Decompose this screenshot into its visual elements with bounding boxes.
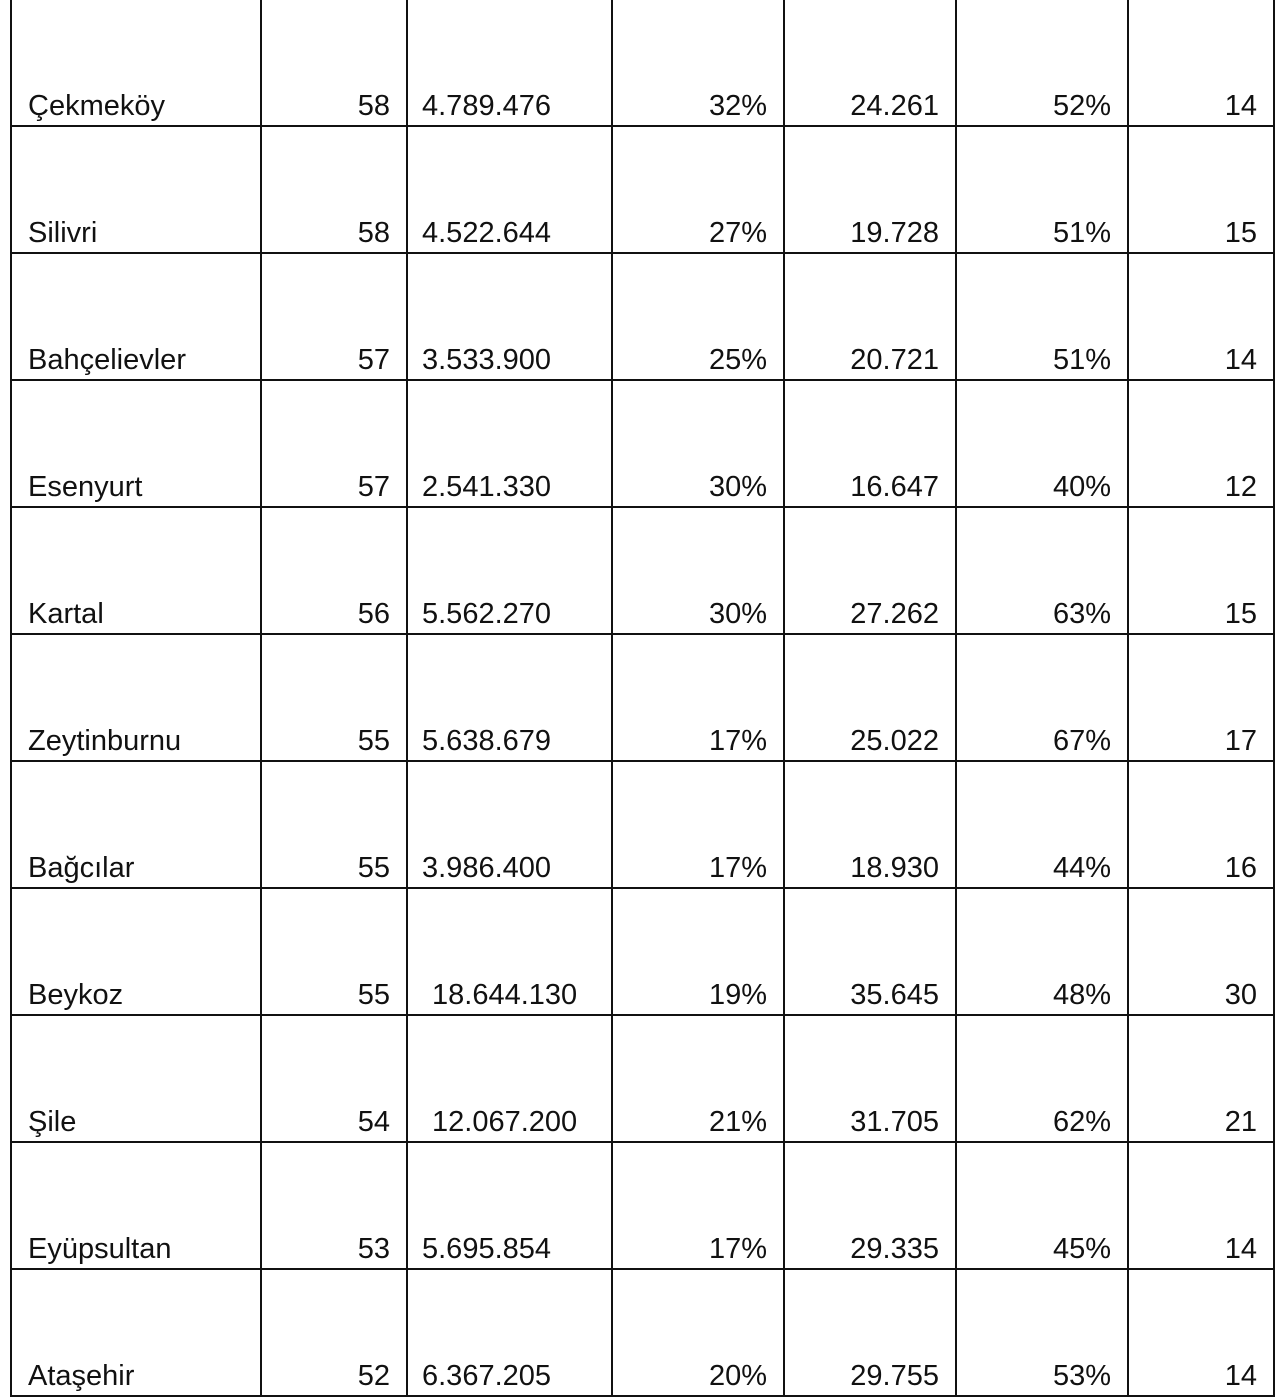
- table-body: [11, 0, 1274, 1396]
- table-row: [11, 1142, 1274, 1269]
- score-cell: 57: [261, 253, 407, 380]
- count-cell: 14: [1128, 0, 1274, 126]
- amount-cell: 3.533.900: [407, 253, 612, 380]
- district-name-cell: Eyüpsultan: [11, 1142, 261, 1269]
- amount-cell: 3.986.400: [407, 761, 612, 888]
- score-cell: 54: [261, 1015, 407, 1142]
- value-cell: 25.022: [784, 634, 956, 761]
- score-cell: 53: [261, 1142, 407, 1269]
- value-cell: 20.721: [784, 253, 956, 380]
- amount-cell: 6.367.205: [407, 1269, 612, 1396]
- value-cell: 19.728: [784, 126, 956, 253]
- district-name-cell: Ataşehir: [11, 1269, 261, 1396]
- district-name-cell: Çekmeköy: [11, 0, 261, 126]
- percent-cell: 20%: [612, 1269, 784, 1396]
- district-name-cell: Esenyurt: [11, 380, 261, 507]
- count-cell: 16: [1128, 761, 1274, 888]
- amount-cell: 5.695.854: [407, 1142, 612, 1269]
- district-data-table: [10, 0, 1275, 1397]
- count-cell: 21: [1128, 1015, 1274, 1142]
- score-cell: 58: [261, 0, 407, 126]
- ratio-cell: 45%: [956, 1142, 1128, 1269]
- score-cell: 55: [261, 634, 407, 761]
- ratio-cell: 40%: [956, 380, 1128, 507]
- amount-cell: 4.522.644: [407, 126, 612, 253]
- percent-cell: 30%: [612, 380, 784, 507]
- count-cell: 15: [1128, 126, 1274, 253]
- table-row: [11, 1015, 1274, 1142]
- ratio-cell: 67%: [956, 634, 1128, 761]
- table-row: [11, 888, 1274, 1015]
- value-cell: 29.755: [784, 1269, 956, 1396]
- ratio-cell: 48%: [956, 888, 1128, 1015]
- count-cell: 17: [1128, 634, 1274, 761]
- table-row: [11, 507, 1274, 634]
- value-cell: 31.705: [784, 1015, 956, 1142]
- score-cell: 52: [261, 1269, 407, 1396]
- district-name-cell: Şile: [11, 1015, 261, 1142]
- table-row: [11, 253, 1274, 380]
- value-cell: 24.261: [784, 0, 956, 126]
- table-row: [11, 634, 1274, 761]
- value-cell: 18.930: [784, 761, 956, 888]
- score-cell: 55: [261, 888, 407, 1015]
- amount-cell: 5.638.679: [407, 634, 612, 761]
- district-name-cell: Kartal: [11, 507, 261, 634]
- count-cell: 30: [1128, 888, 1274, 1015]
- score-cell: 55: [261, 761, 407, 888]
- amount-cell: 4.789.476: [407, 0, 612, 126]
- table-row: [11, 126, 1274, 253]
- table-row: [11, 1269, 1274, 1396]
- district-name-cell: Zeytinburnu: [11, 634, 261, 761]
- ratio-cell: 51%: [956, 126, 1128, 253]
- district-name-cell: Bahçelievler: [11, 253, 261, 380]
- amount-cell: 2.541.330: [407, 380, 612, 507]
- district-name-cell: Beykoz: [11, 888, 261, 1015]
- count-cell: 15: [1128, 507, 1274, 634]
- percent-cell: 17%: [612, 634, 784, 761]
- ratio-cell: 51%: [956, 253, 1128, 380]
- value-cell: 29.335: [784, 1142, 956, 1269]
- amount-cell: 12.067.200: [407, 1015, 612, 1142]
- table-row: [11, 761, 1274, 888]
- percent-cell: 17%: [612, 761, 784, 888]
- percent-cell: 17%: [612, 1142, 784, 1269]
- percent-cell: 32%: [612, 0, 784, 126]
- count-cell: 14: [1128, 1142, 1274, 1269]
- percent-cell: 19%: [612, 888, 784, 1015]
- value-cell: 35.645: [784, 888, 956, 1015]
- score-cell: 56: [261, 507, 407, 634]
- amount-cell: 5.562.270: [407, 507, 612, 634]
- percent-cell: 30%: [612, 507, 784, 634]
- amount-cell: 18.644.130: [407, 888, 612, 1015]
- value-cell: 16.647: [784, 380, 956, 507]
- percent-cell: 25%: [612, 253, 784, 380]
- count-cell: 14: [1128, 253, 1274, 380]
- ratio-cell: 53%: [956, 1269, 1128, 1396]
- ratio-cell: 63%: [956, 507, 1128, 634]
- district-name-cell: Bağcılar: [11, 761, 261, 888]
- count-cell: 14: [1128, 1269, 1274, 1396]
- table-row: [11, 380, 1274, 507]
- percent-cell: 27%: [612, 126, 784, 253]
- count-cell: 12: [1128, 380, 1274, 507]
- value-cell: 27.262: [784, 507, 956, 634]
- score-cell: 57: [261, 380, 407, 507]
- ratio-cell: 44%: [956, 761, 1128, 888]
- score-cell: 58: [261, 126, 407, 253]
- ratio-cell: 52%: [956, 0, 1128, 126]
- ratio-cell: 62%: [956, 1015, 1128, 1142]
- district-name-cell: Silivri: [11, 126, 261, 253]
- table-row: [11, 0, 1274, 126]
- percent-cell: 21%: [612, 1015, 784, 1142]
